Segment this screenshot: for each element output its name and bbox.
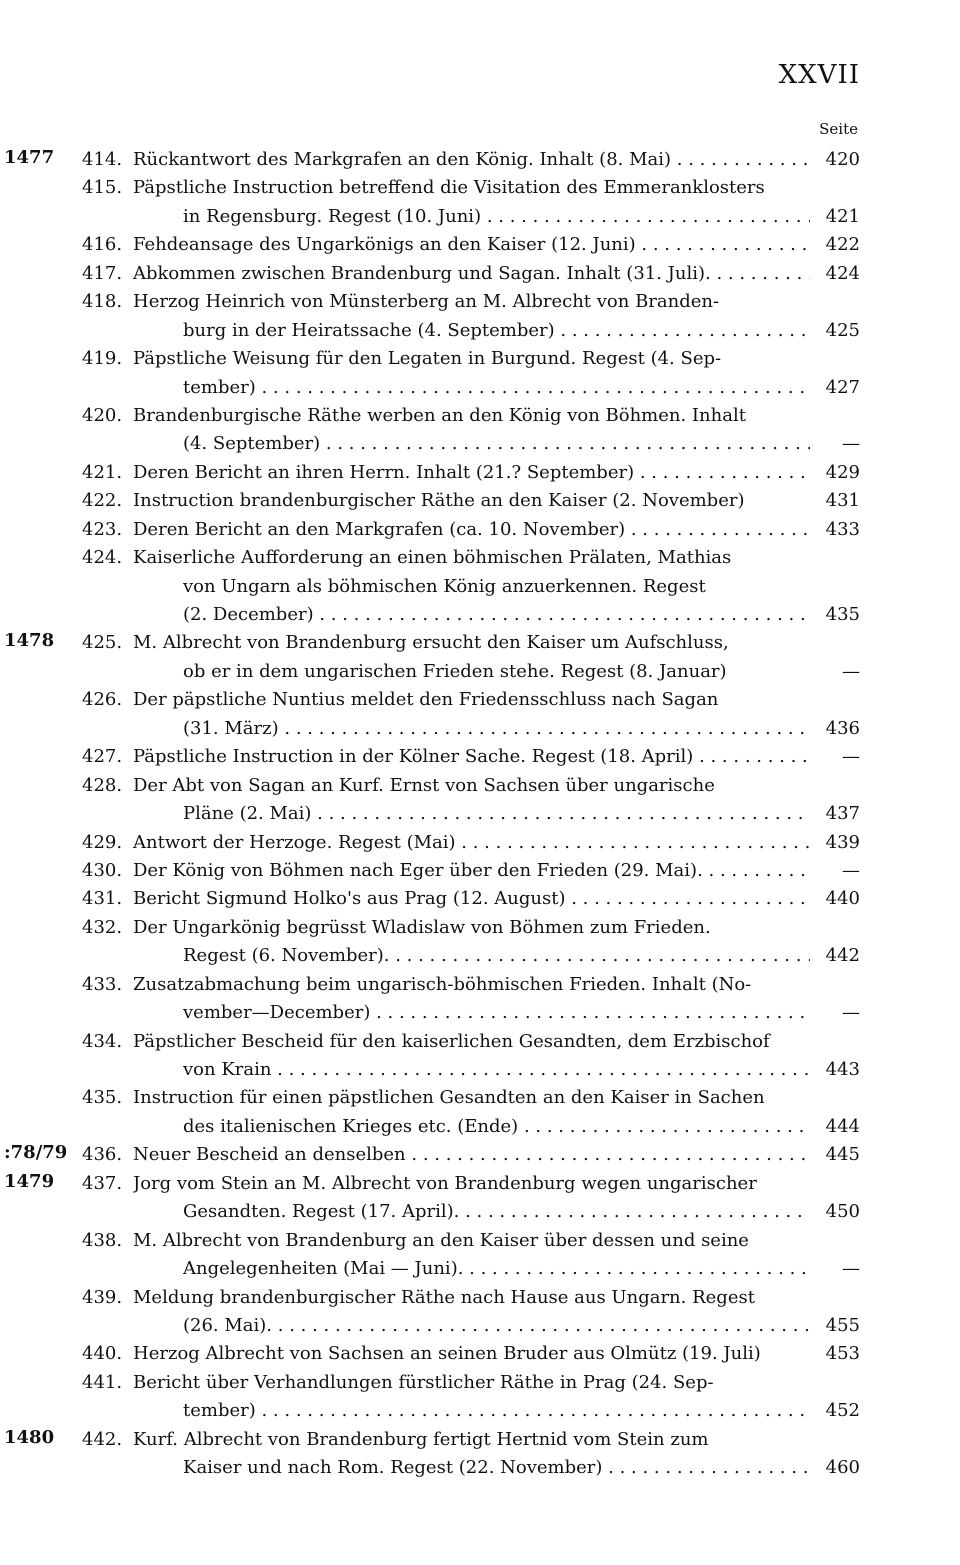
year-label: 1479 xyxy=(4,1170,55,1192)
entry-text: (4. September) . . . xyxy=(183,433,810,454)
entry-number: 433. xyxy=(82,973,123,995)
toc-entry-line xyxy=(0,487,960,515)
entry-text: Bericht Sigmund Holko's aus Prag (12. August) . . . xyxy=(133,888,810,909)
page-number: 460 xyxy=(825,1457,860,1479)
entry-number: 435. xyxy=(82,1087,123,1109)
entry-number: 439. xyxy=(82,1286,123,1308)
entry-text: Deren Bericht an den Markgrafen (ca. 10. November) . . . xyxy=(133,519,810,540)
entry-text: Deren Bericht an ihren Herrn. Inhalt (21.? September) . . . xyxy=(133,462,810,483)
entry-number: 419. xyxy=(82,348,123,370)
entry-text: Neuer Bescheid an denselben . . . xyxy=(133,1144,810,1165)
entry-number: 429. xyxy=(82,831,123,853)
entry-text: von Ungarn als böhmischen König anzuerkennen. Regest xyxy=(183,575,706,597)
entry-number: 428. xyxy=(82,774,123,796)
toc-entry-line xyxy=(0,430,960,458)
entry-text: von Krain . . . xyxy=(183,1059,810,1080)
entry-text: Der Ungarkönig begrüsst Wladislaw von Böhmen zum Frieden. xyxy=(133,916,711,938)
entry-number: 436. xyxy=(82,1144,123,1166)
page-number: 437 xyxy=(825,803,860,825)
toc-entry-line xyxy=(0,971,960,999)
toc-entry-line xyxy=(0,715,960,743)
entry-number: 432. xyxy=(82,916,123,938)
page-number: 444 xyxy=(825,1115,860,1137)
page-number: 443 xyxy=(825,1059,860,1080)
entry-text: Abkommen zwischen Brandenburg und Sagan. Inhalt (31. Juli). . . . xyxy=(133,263,810,284)
toc-entry-line xyxy=(0,260,960,288)
page-number: 435 xyxy=(825,604,860,625)
year-label: 1477 xyxy=(4,147,55,168)
toc-entry-line xyxy=(0,231,960,259)
entry-text: Regest (6. November). . . . xyxy=(183,945,810,966)
toc-entry-line xyxy=(0,601,960,629)
entry-text: Antwort der Herzoge. Regest (Mai) . . . xyxy=(133,832,810,853)
entry-text: Meldung brandenburgischer Räthe nach Hause aus Ungarn. Regest xyxy=(133,1286,755,1308)
entry-text: tember) . . . xyxy=(183,1400,810,1421)
entry-text: in Regensburg. Regest (10. Juni) . . . xyxy=(183,206,810,227)
toc-entry-line xyxy=(0,1113,960,1141)
toc-entry-line xyxy=(0,317,960,345)
toc-entry-line xyxy=(0,1340,960,1368)
toc-entry-line xyxy=(0,1198,960,1226)
page-number: 424 xyxy=(825,262,860,284)
entry-text: Der König von Böhmen nach Eger über den Frieden (29. Mai). . . . xyxy=(133,860,810,881)
entry-number: 418. xyxy=(82,291,123,313)
entry-text: M. Albrecht von Brandenburg an den Kaiser über dessen und seine xyxy=(133,1229,749,1251)
page-number: 452 xyxy=(825,1400,860,1422)
entry-number: 423. xyxy=(82,518,123,540)
page-number: 440 xyxy=(825,888,860,910)
entry-number: 422. xyxy=(82,490,123,512)
page-number: 429 xyxy=(825,461,860,483)
entry-text: Kurf. Albrecht von Brandenburg fertigt Hertnid vom Stein zum xyxy=(133,1428,709,1450)
year-label: 1480 xyxy=(4,1426,55,1448)
entry-text: Zusatzabmachung beim ungarisch-böhmischen Frieden. Inhalt (No- xyxy=(133,973,752,995)
entry-text: Pläne (2. Mai) . . . xyxy=(183,803,810,824)
toc-entry-line xyxy=(0,1397,960,1425)
page-number: 420 xyxy=(825,149,860,170)
toc-entry-line xyxy=(0,374,960,402)
entry-text: Päpstliche Instruction betreffend die Visitation des Emmeranklosters xyxy=(133,177,765,199)
toc-entry-line xyxy=(0,1084,960,1112)
entry-text: Fehdeansage des Ungarkönigs an den Kaiser (12. Juni) . . . xyxy=(133,234,810,255)
page-number: 431 xyxy=(825,490,860,512)
page-number: 455 xyxy=(825,1314,860,1336)
page-number: 442 xyxy=(825,945,860,967)
toc-entry-line xyxy=(0,800,960,828)
page-column-label: Seite xyxy=(819,120,858,138)
entry-text: Der Abt von Sagan an Kurf. Ernst von Sachsen über ungarische xyxy=(133,774,715,796)
toc-entry-line xyxy=(0,288,960,316)
entry-number: 430. xyxy=(82,859,123,881)
entry-number: 442. xyxy=(82,1428,123,1450)
toc-entry-line xyxy=(0,203,960,231)
toc-entry-line xyxy=(0,686,960,714)
toc-entry-line xyxy=(0,829,960,857)
page-number: 433 xyxy=(825,518,860,540)
entry-number: 417. xyxy=(82,262,123,284)
entry-text: tember) . . . xyxy=(183,377,810,398)
page-number: 422 xyxy=(825,234,860,256)
toc-entry-line xyxy=(0,1369,960,1397)
entry-text: Päpstliche Weisung für den Legaten in Burgund. Regest (4. Sep- xyxy=(133,348,722,370)
entry-text: Herzog Heinrich von Münsterberg an M. Albrecht von Branden- xyxy=(133,291,720,313)
entry-text: Jorg vom Stein an M. Albrecht von Brandenburg wegen ungarischer xyxy=(133,1172,757,1194)
entry-text: Gesandten. Regest (17. April). . . . xyxy=(183,1201,810,1222)
toc-entry-line xyxy=(0,629,960,657)
toc-entry-line xyxy=(0,516,960,544)
page-number: 439 xyxy=(825,831,860,853)
page-number: 436 xyxy=(825,717,860,739)
toc-entry-line xyxy=(0,146,960,174)
entry-number: 416. xyxy=(82,234,123,256)
toc-entry-line xyxy=(0,1028,960,1056)
entry-text: des italienischen Krieges etc. (Ende) . . . xyxy=(183,1116,810,1137)
entry-number: 434. xyxy=(82,1030,123,1052)
toc-entry-line xyxy=(0,1454,960,1482)
entry-text: Angelegenheiten (Mai — Juni). . . . xyxy=(183,1258,810,1279)
toc-entry-line xyxy=(0,1056,960,1084)
toc-entry-line xyxy=(0,1141,960,1169)
year-label: :78/79 xyxy=(4,1142,68,1164)
entry-number: 441. xyxy=(82,1371,123,1393)
entry-text: burg in der Heiratssache (4. September) . . . xyxy=(183,320,810,341)
entry-number: 440. xyxy=(82,1343,123,1365)
entry-number: 424. xyxy=(82,547,123,569)
entry-number: 426. xyxy=(82,689,123,711)
toc-entry-line xyxy=(0,999,960,1027)
entry-number: 438. xyxy=(82,1229,123,1251)
entry-number: 425. xyxy=(82,632,123,654)
page-number: 421 xyxy=(825,205,860,227)
page-number: — xyxy=(842,1002,860,1024)
entry-text: Kaiserliche Aufforderung an einen böhmischen Prälaten, Mathias xyxy=(133,547,732,569)
entry-text: Instruction für einen päpstlichen Gesandten an den Kaiser in Sachen xyxy=(133,1087,765,1109)
toc-entry-line xyxy=(0,1284,960,1312)
entry-number: 420. xyxy=(82,404,123,426)
entry-text: Herzog Albrecht von Sachsen an seinen Bruder aus Olmütz (19. Juli) xyxy=(133,1343,761,1365)
entry-text: (26. Mai). . . . xyxy=(183,1315,810,1336)
toc-entry-line xyxy=(0,1312,960,1340)
toc-entry-line xyxy=(0,942,960,970)
toc-entry-line xyxy=(0,402,960,430)
entry-text: (2. December) . . . xyxy=(183,604,810,625)
table-of-contents xyxy=(0,146,960,1483)
entry-number: 427. xyxy=(82,746,123,768)
entry-number: 437. xyxy=(82,1172,123,1194)
entry-text: ob er in dem ungarischen Frieden stehe. Regest (8. Januar) xyxy=(183,660,727,682)
page-number: 425 xyxy=(825,319,860,341)
page-number: — xyxy=(842,660,860,682)
page-number-roman: XXVII xyxy=(778,60,860,90)
entry-number: 414. xyxy=(82,149,123,170)
entry-text: Päpstlicher Bescheid für den kaiserlichen Gesandten, dem Erzbischof xyxy=(133,1030,770,1052)
toc-entry-line xyxy=(0,743,960,771)
entry-text: Instruction brandenburgischer Räthe an den Kaiser (2. November) xyxy=(133,490,745,512)
entry-text: Päpstliche Instruction in der Kölner Sache. Regest (18. April) . . . xyxy=(133,746,810,767)
toc-entry-line xyxy=(0,1255,960,1283)
page-number: — xyxy=(842,746,860,768)
entry-text: Rückantwort des Markgrafen an den König. Inhalt (8. Mai) . . . xyxy=(133,149,810,170)
toc-entry-line xyxy=(0,885,960,913)
toc-entry-line xyxy=(0,658,960,686)
toc-entry-line xyxy=(0,1426,960,1454)
entry-text: Kaiser und nach Rom. Regest (22. November) . . . xyxy=(183,1457,810,1478)
entry-number: 421. xyxy=(82,461,123,483)
toc-entry-line xyxy=(0,573,960,601)
entry-text: M. Albrecht von Brandenburg ersucht den Kaiser um Aufschluss, xyxy=(133,632,729,654)
page-number: 453 xyxy=(825,1343,860,1365)
page-number: — xyxy=(842,433,860,455)
page-number: 445 xyxy=(825,1144,860,1166)
entry-text: Bericht über Verhandlungen fürstlicher Räthe in Prag (24. Sep- xyxy=(133,1371,714,1393)
entry-text: Brandenburgische Räthe werben an den König von Böhmen. Inhalt xyxy=(133,404,746,426)
page-number: — xyxy=(842,1258,860,1280)
year-label: 1478 xyxy=(4,630,55,652)
toc-entry-line xyxy=(0,914,960,942)
toc-entry-line xyxy=(0,1227,960,1255)
entry-text: (31. März) . . . xyxy=(183,718,810,739)
toc-entry-line xyxy=(0,857,960,885)
entry-text: Der päpstliche Nuntius meldet den Friedensschluss nach Sagan xyxy=(133,689,719,711)
entry-number: 431. xyxy=(82,888,123,910)
toc-entry-line xyxy=(0,459,960,487)
page-number: — xyxy=(842,859,860,881)
toc-entry-line xyxy=(0,1170,960,1198)
entry-number: 415. xyxy=(82,177,123,199)
page-number: 427 xyxy=(825,376,860,398)
toc-entry-line xyxy=(0,345,960,373)
entry-text: vember—December) . . . xyxy=(183,1002,810,1023)
toc-entry-line xyxy=(0,544,960,572)
page-number: 450 xyxy=(825,1201,860,1223)
toc-entry-line xyxy=(0,772,960,800)
toc-entry-line xyxy=(0,174,960,202)
